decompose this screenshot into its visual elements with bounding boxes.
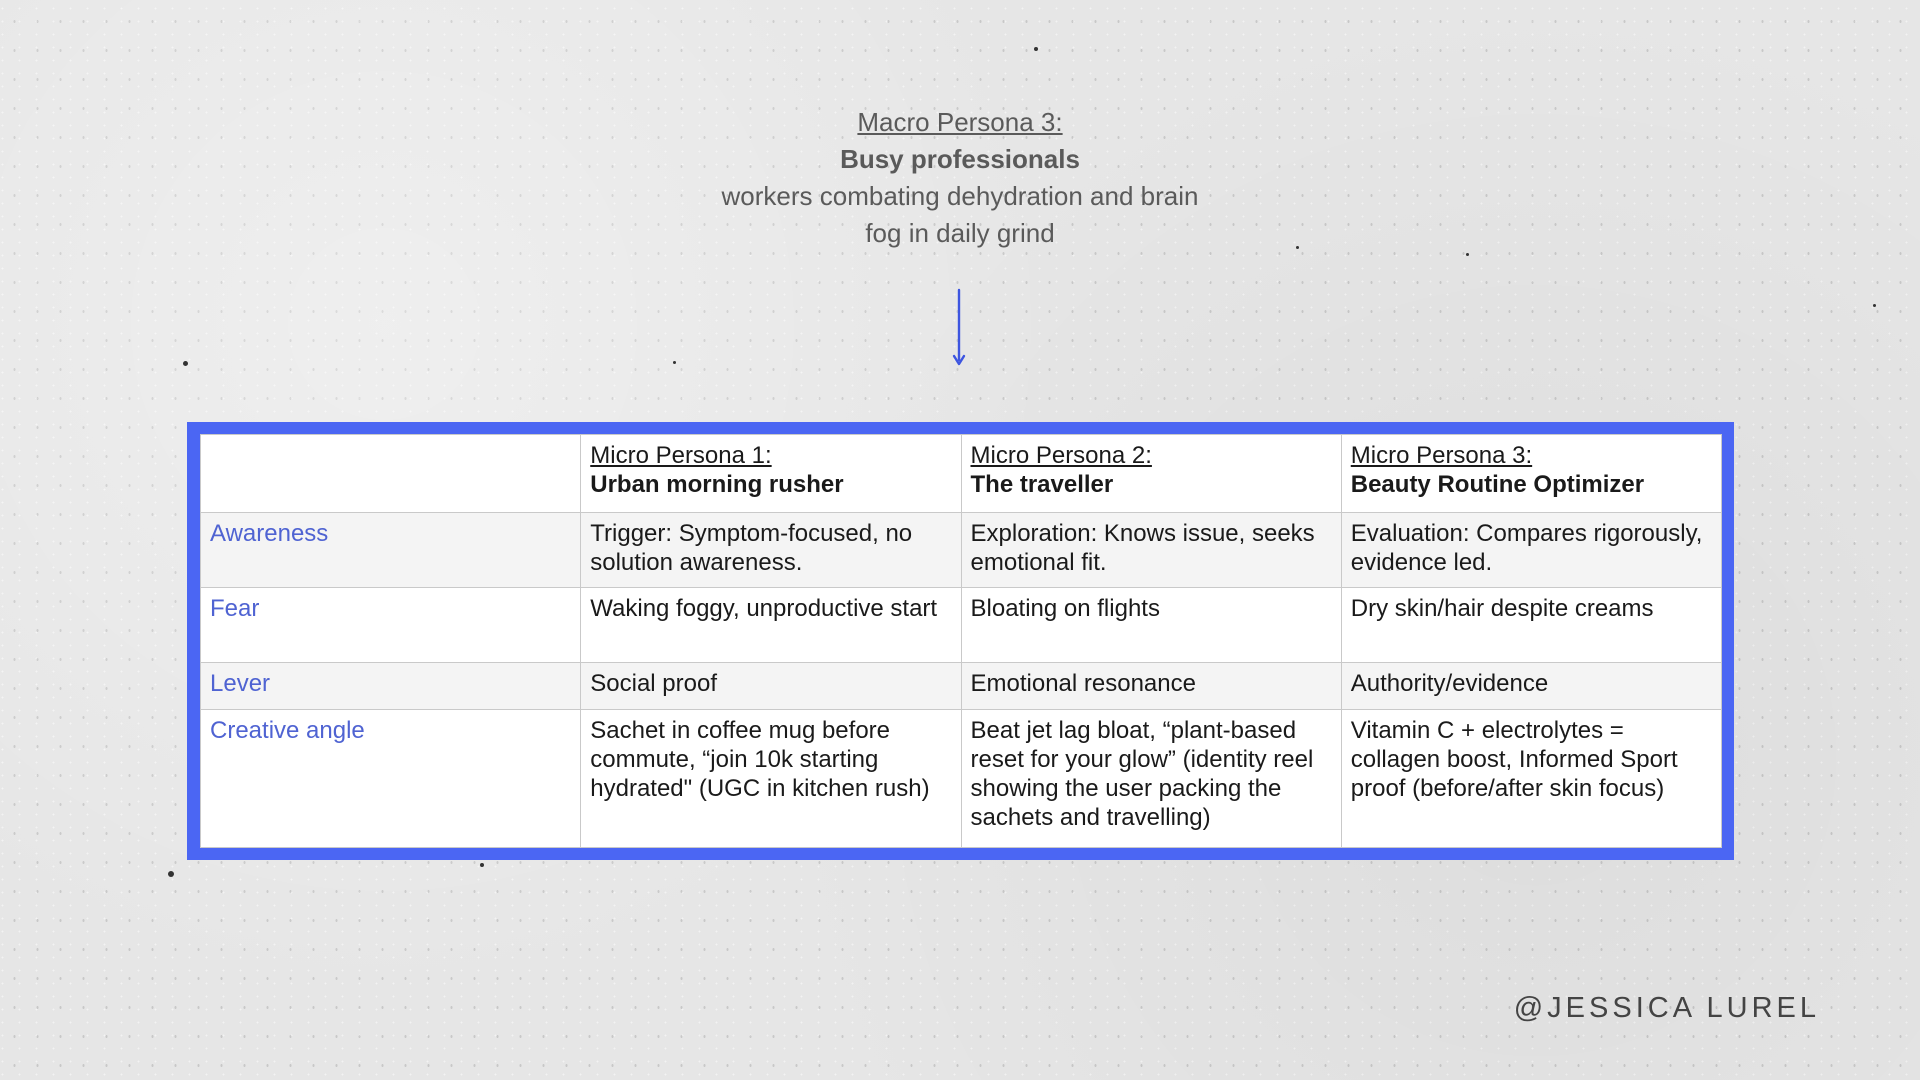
micro-persona-table — [200, 434, 1722, 848]
table-cell: Social proof — [581, 663, 961, 710]
table-corner-cell — [201, 435, 581, 513]
paper-speck — [480, 863, 484, 867]
table-cell: Evaluation: Compares rigorously, evidence led. — [1341, 513, 1721, 588]
column-header-name: Urban morning rusher — [590, 471, 844, 498]
paper-speck — [673, 361, 676, 364]
table-cell: Sachet in coffee mug before commute, “join 10k starting hydrated" (UGC in kitchen rush) — [581, 710, 961, 848]
column-header-micro-persona-1 — [581, 435, 961, 513]
table-cell: Authority/evidence — [1341, 663, 1721, 710]
macro-persona-label: Macro Persona 3: — [857, 107, 1063, 137]
column-header-micro-persona-3 — [1341, 435, 1721, 513]
paper-speck — [1873, 304, 1876, 307]
macro-persona-title: Busy professionals — [840, 144, 1080, 174]
column-header-name: The traveller — [970, 471, 1114, 498]
column-header-name: Beauty Routine Optimizer — [1350, 471, 1645, 498]
persona-table-frame — [187, 422, 1734, 860]
table-row-lever — [201, 663, 1722, 710]
table-row-creative-angle — [201, 710, 1722, 848]
table-cell: Emotional resonance — [961, 663, 1341, 710]
paper-speck — [1466, 253, 1469, 256]
row-label-creative-angle: Creative angle — [201, 710, 581, 848]
macro-persona-heading — [660, 106, 1260, 252]
table-cell: Vitamin C + electrolytes = collagen boost, Informed Sport proof (before/after skin focus) — [1341, 710, 1721, 848]
arrow-down-icon — [950, 288, 970, 368]
column-header-label: Micro Persona 2: — [970, 442, 1152, 469]
table-cell: Dry skin/hair despite creams — [1341, 588, 1721, 663]
row-label-lever: Lever — [201, 663, 581, 710]
table-cell: Exploration: Knows issue, seeks emotional fit. — [961, 513, 1341, 588]
row-label-awareness: Awareness — [201, 513, 581, 588]
table-cell: Bloating on flights — [961, 588, 1341, 663]
paper-speck — [1034, 47, 1038, 51]
table-cell: Trigger: Symptom-focused, no solution awareness. — [581, 513, 961, 588]
author-credit: @JESSICA LUREL — [1513, 992, 1820, 1024]
macro-persona-description: workers combating dehydration and brain fog in daily grind — [721, 181, 1199, 248]
paper-speck — [183, 361, 188, 366]
table-header-row — [201, 435, 1722, 513]
table-row-awareness — [201, 513, 1722, 588]
table-cell: Beat jet lag bloat, “plant-based reset for your glow” (identity reel showing the user packing the sachets and travelling) — [961, 710, 1341, 848]
paper-speck — [1296, 246, 1299, 249]
table-row-fear — [201, 588, 1722, 663]
column-header-micro-persona-2 — [961, 435, 1341, 513]
column-header-label: Micro Persona 3: — [1350, 442, 1533, 469]
paper-speck — [168, 871, 174, 877]
table-cell: Waking foggy, unproductive start — [581, 588, 961, 663]
column-header-label: Micro Persona 1: — [590, 442, 772, 469]
row-label-fear: Fear — [201, 588, 581, 663]
